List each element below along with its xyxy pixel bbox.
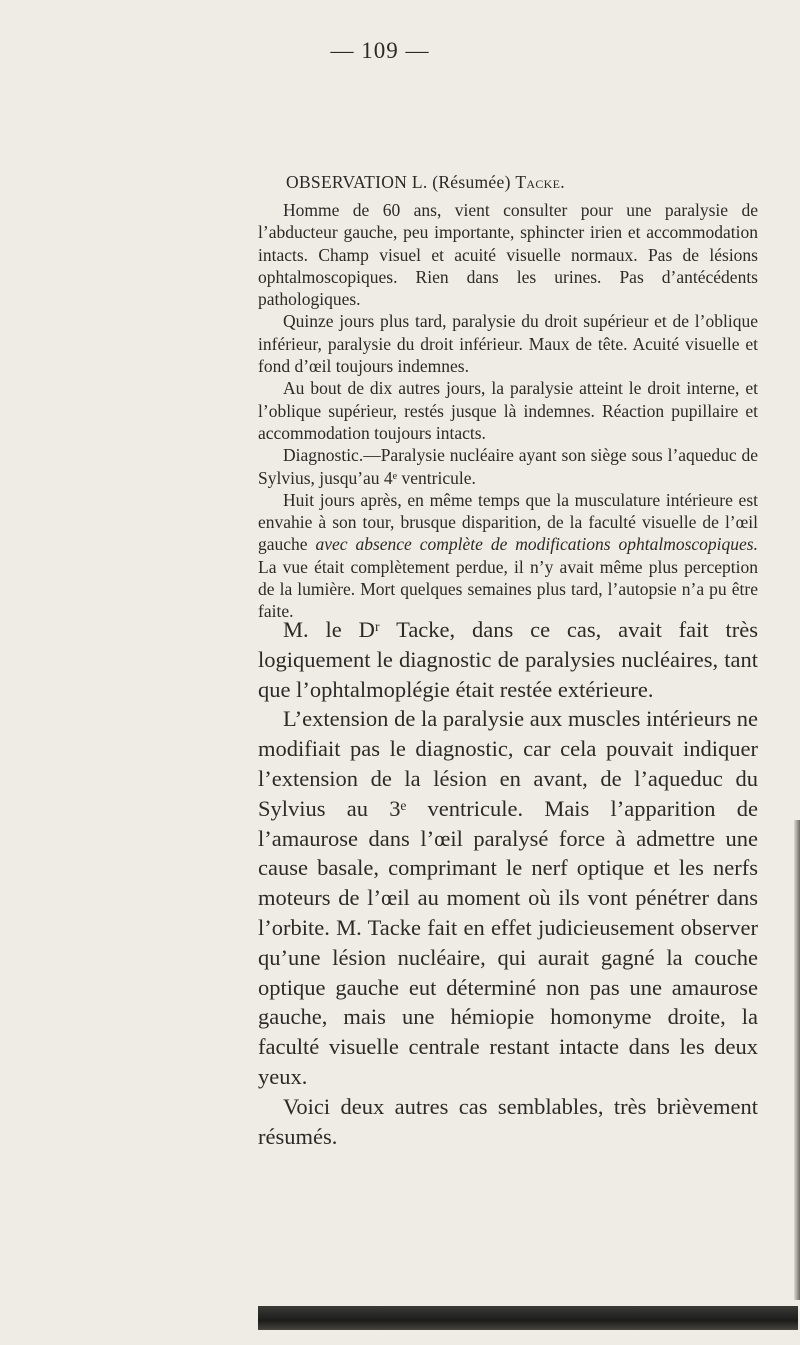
scan-bottom-band <box>258 1306 798 1330</box>
observation-paragraph-last <box>258 489 758 623</box>
observation-body <box>258 199 758 623</box>
commentary-body <box>258 615 758 1151</box>
observation-paragraph: Quinze jours plus tard, paralysie du droit supérieur et de l’oblique inférieur, paralysie du droit inférieur. Maux de tête. Acuité visuelle et fond d’œil toujours indemnes. <box>258 311 758 377</box>
observation-text: La vue était complètement perdue, il n’y avait même plus perception de la lumière. Mort quelques semaines plus tard, l’autopsie n’a pu être faite. <box>258 556 758 622</box>
page-edge-shadow <box>794 820 800 1300</box>
heading-text: OBSERVATION L. (Résumée) <box>286 172 516 192</box>
commentary-paragraph: L’extension de la paralysie aux muscles intérieurs ne modifiait pas le diagnostic, car cela pouvait indiquer l’extension de la lésion en avant, de l’aqueduc du Sylvius au 3ᵉ ventricule. Mais l’apparition de l’amaurose dans l’œil paralysé force à admettre une cause basale, comprimant le nerf optique et les nerfs moteurs de l’œil au moment où ils vont pénétrer dans l’orbite. M. Tacke fait en effet judicieusement observer qu’une lésion nucléaire, qui aurait gagné la couche optique gauche eut déterminé non pas une amaurose gauche, mais une hémiopie homonyme droite, la faculté visuelle centrale restant intacte dans les deux yeux. <box>258 706 758 1089</box>
commentary-paragraph: Voici deux autres cas semblables, très brièvement résumés. <box>258 1093 758 1149</box>
observation-heading <box>286 172 756 193</box>
observation-text: Huit jours après, en même temps que la musculature intérieure est envahie à son tour, brusque disparition, de la faculté visuelle de l’œil gauche <box>258 489 758 555</box>
observation-paragraph: Homme de 60 ans, vient consulter pour une paralysie de l’abducteur gauche, peu importante, sphincter irien et accommodation intacts. Champ visuel et acuité visuelle normaux. Pas de lésions ophtalmoscopiques. Rien dans les urines. Pas d’antécédents pathologiques. <box>258 200 758 310</box>
heading-author: Tacke. <box>515 172 565 192</box>
page-number: — 109 — <box>330 38 430 63</box>
observation-italic-text: avec absence complète de modifications ophtalmoscopiques. <box>315 534 758 555</box>
observation-paragraph: Au bout de dix autres jours, la paralysie atteint le droit interne, et l’oblique supérieur, restés jusque là indemnes. Réaction pupillaire et accommodation toujours intacts. <box>258 378 758 443</box>
observation-paragraph: Diagnostic.—Paralysie nucléaire ayant son siège sous l’aqueduc de Sylvius, jusqu’au 4ᵉ ventricule. <box>258 445 758 488</box>
commentary-paragraph: M. le Dʳ Tacke, dans ce cas, avait fait très logiquement le diagnostic de paralysies nucléaires, tant que l’ophtalmoplégie était restée extérieure. <box>258 617 758 702</box>
